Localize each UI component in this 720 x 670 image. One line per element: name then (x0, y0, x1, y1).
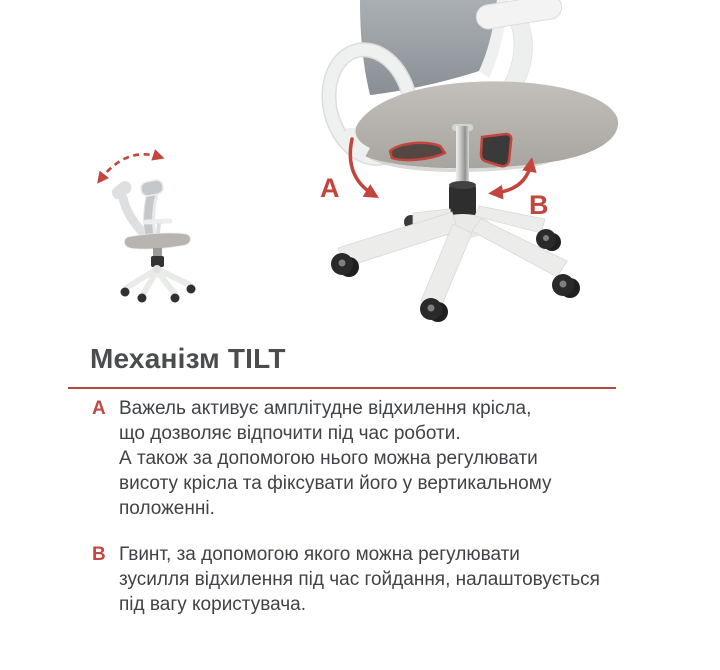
feature-a-line-1: Важель активує амплітудне відхилення крісла, (119, 398, 532, 419)
label-b: B (529, 190, 549, 220)
upright-chair-side (121, 179, 196, 303)
gas-lift-sleeve-top (449, 181, 476, 189)
feature-a-text (119, 396, 551, 521)
feature-a-line-3: А також за допомогою нього можна регулювати (119, 448, 538, 469)
caster-wheel (420, 298, 448, 322)
title-divider (68, 387, 616, 389)
feature-b-text (119, 542, 600, 617)
feature-a-line-5: положенні. (119, 498, 215, 519)
side-chair-illustration (78, 138, 218, 310)
marker-b-label: B (92, 544, 106, 565)
feature-a (92, 396, 551, 521)
feature-a-line-2: що дозволяє відпочити під час роботи. (119, 423, 461, 444)
feature-b-line-2: зусилля відхилення під час гойдання, налаштовується (119, 569, 600, 590)
feature-b (92, 542, 600, 617)
chair-base (338, 206, 567, 307)
gas-lift-sleeve (449, 184, 476, 218)
feature-b-line-1: Гвинт, за допомогою якого можна регулювати (119, 544, 520, 565)
section-title: Механізм TILT (90, 343, 286, 374)
marker-a-label: A (92, 398, 106, 419)
tilt-range-dashed-arrow-icon (100, 154, 160, 180)
feature-a-line-4: висоту крісла та фіксувати його у вертикальному (119, 473, 552, 494)
label-a: A (320, 173, 340, 203)
tension-knob-highlight (481, 134, 511, 166)
chair-side-view-image (78, 138, 218, 310)
feature-b-line-3: під вагу користувача. (119, 594, 306, 615)
chair-main-image (300, 0, 665, 332)
caster-wheel (552, 274, 580, 298)
main-chair-illustration (300, 0, 665, 332)
